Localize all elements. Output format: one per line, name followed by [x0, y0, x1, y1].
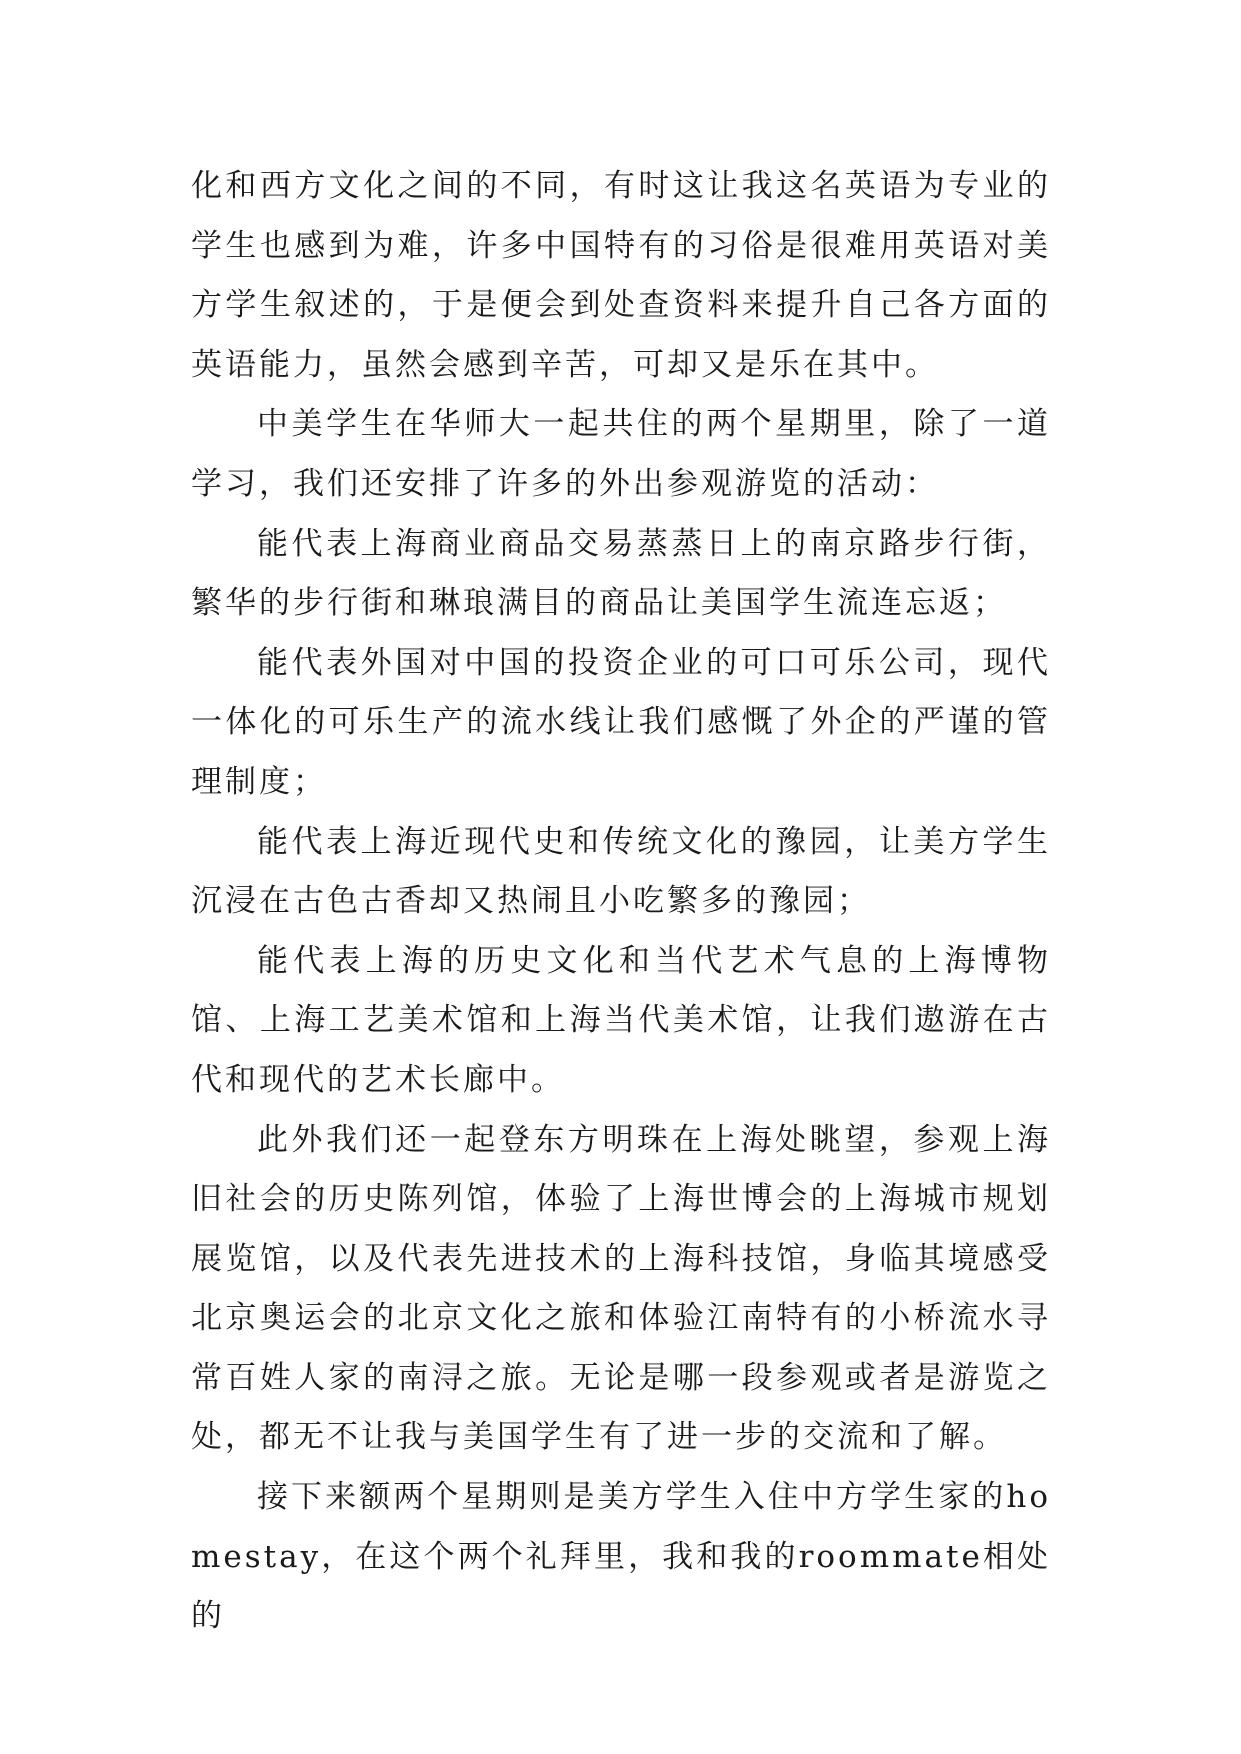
paragraph-huashida-activities: 中美学生在华师大一起共住的两个星期里，除了一道学习，我们还安排了许多的外出参观游览的活动： — [191, 406, 1051, 502]
paragraph-continuation: 化和西方文化之间的不同，有时这让我这名英语为专业的学生也感到为难，许多中国特有的习俗是很难用英语对美方学生叙述的，于是便会到处查资料来提升自己各方面的英语能力，虽然会感到辛苦，可却又是乐在其中。 — [191, 168, 1051, 383]
paragraph-museums: 能代表上海的历史文化和当代艺术气息的上海博物馆、上海工艺美术馆和上海当代美术馆，让我们遨游在古代和现代的艺术长廊中。 — [191, 942, 1051, 1098]
paragraph-coca-cola: 能代表外国对中国的投资企业的可口可乐公司，现代一体化的可乐生产的流水线让我们感慨了外企的严谨的管理制度； — [191, 644, 1051, 800]
paragraph-other-visits: 此外我们还一起登东方明珠在上海处眺望，参观上海旧社会的历史陈列馆，体验了上海世博会的上海城市规划展览馆，以及代表先进技术的上海科技馆，身临其境感受北京奥运会的北京文化之旅和体验江南特有的小桥流水寻常百姓人家的南浔之旅。无论是哪一段参观或者是游览之处，都无不让我与美国学生有了进一步的交流和了解。 — [191, 1121, 1051, 1456]
paragraph-nanjing-road: 能代表上海商业商品交易蒸蒸日上的南京路步行街，繁华的步行街和琳琅满目的商品让美国学生流连忘返； — [191, 525, 1051, 622]
paragraph-yuyuan: 能代表上海近现代史和传统文化的豫园，让美方学生沉浸在古色古香却又热闹且小吃繁多的豫园； — [191, 823, 1051, 920]
paragraph-homestay: 接下来额两个星期则是美方学生入住中方学生家的homestay，在这个两个礼拜里，我和我的roommate相处的 — [191, 1479, 1051, 1635]
document-body — [191, 157, 1051, 1647]
